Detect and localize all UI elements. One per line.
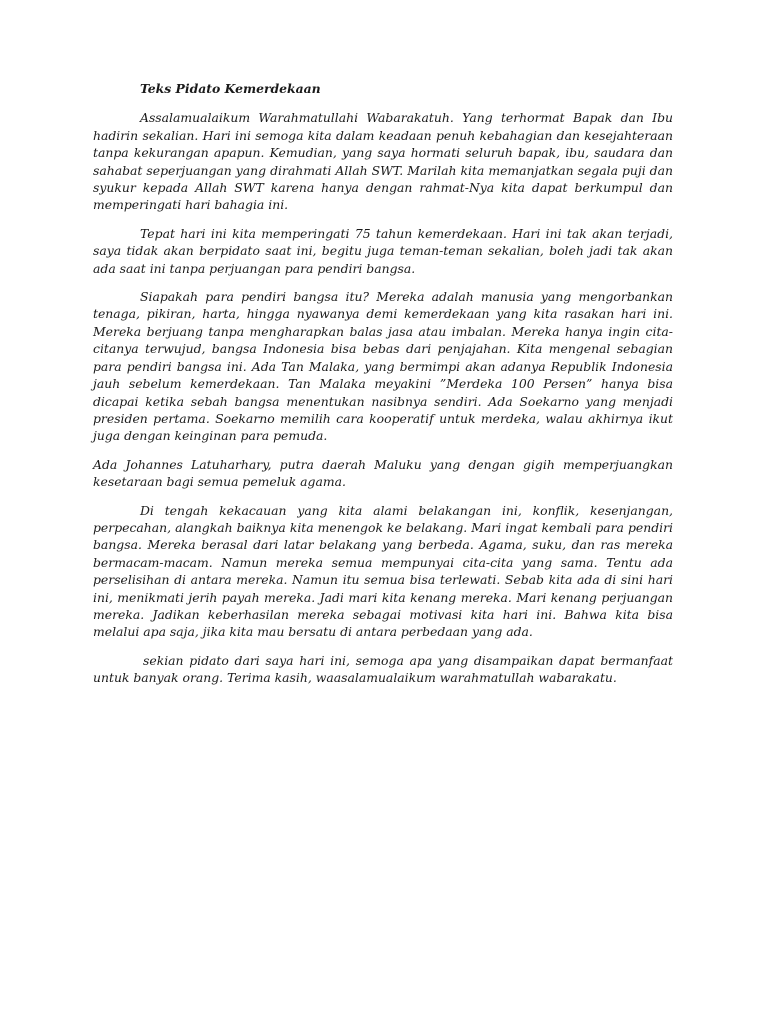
document-title: Teks Pidato Kemerdekaan: [140, 81, 321, 96]
document-body: [93, 80, 673, 698]
paragraph-opening: Assalamualaikum Warahmatullahi Wabarakatuh. Yang terhormat Bapak dan Ibu hadirin sekalian. Hari ini semoga kita dalam keadaan penuh kebahagian dan kesejahteraan tanpa kekurangan apapun. Kemudian, yang saya hormati seluruh bapak, ibu, saudara dan sahabat seperjuangan yang dirahmati Allah SWT. Marilah kita memanjatkan segala puji dan syukur kepada Allah SWT karena hanya dengan rahmat-Nya kita dapat berkumpul dan memperingati hari bahagia ini.: [93, 110, 673, 213]
paragraph-latuharhary: Ada Johannes Latuharhary, putra daerah Maluku yang dengan gigih memperjuangkan kesetaraan bagi semua pemeluk agama.: [93, 456, 673, 490]
paragraph-founders: Siapakah para pendiri bangsa itu? Mereka adalah manusia yang mengorbankan tenaga, pikiran, harta, hingga nyawanya demi kemerdekaan yang kita rasakan hari ini. Mereka berjuang tanpa mengharapkan balas jasa atau imbalan. Mereka hanya ingin cita-citanya terwujud, bangsa Indonesia bisa bebas dari penjajahan. Kita mengenal sebagian para pendiri bangsa ini. Ada Tan Malaka, yang bermimpi akan adanya Republik Indonesia jauh sebelum kemerdekaan. Tan Malaka meyakini ”Merdeka 100 Persen” hanya bisa dicapai ketika sebah bangsa menentukan nasibnya sendiri. Ada Soekarno yang menjadi presiden pertama. Soekarno memilih cara kooperatif untuk merdeka, walau akhirnya ikut juga dengan keinginan para pemuda.: [93, 289, 673, 444]
paragraph-anniversary: Tepat hari ini kita memperingati 75 tahun kemerdekaan. Hari ini tak akan terjadi, saya tidak akan berpidato saat ini, begitu juga teman-teman sekalian, boleh jadi tak akan ada saat ini tanpa perjuangan para pendiri bangsa.: [93, 225, 673, 276]
paragraph-unity: Di tengah kekacauan yang kita alami belakangan ini, konflik, kesenjangan, perpecahan, alangkah baiknya kita menengok ke belakang. Mari ingat kembali para pendiri bangsa. Mereka berasal dari latar belakang yang berbeda. Agama, suku, dan ras mereka bermacam-macam. Namun mereka semua mempunyai cita-cita yang sama. Tentu ada perselisihan di antara mereka. Namun itu semua bisa terlewati. Sebab kita ada di sini hari ini, menikmati jerih payah mereka. Jadi mari kita kenang mereka. Mari kenang perjuangan mereka. Jadikan keberhasilan mereka sebagai motivasi kita hari ini. Bahwa kita bisa melalui apa saja, jika kita mau bersatu di antara perbedaan yang ada.: [93, 502, 673, 640]
paragraph-closing: sekian pidato dari saya hari ini, semoga apa yang disampaikan dapat bermanfaat untuk banyak orang. Terima kasih, waasalamualaikum warahmatullah wabarakatu.: [93, 652, 673, 686]
